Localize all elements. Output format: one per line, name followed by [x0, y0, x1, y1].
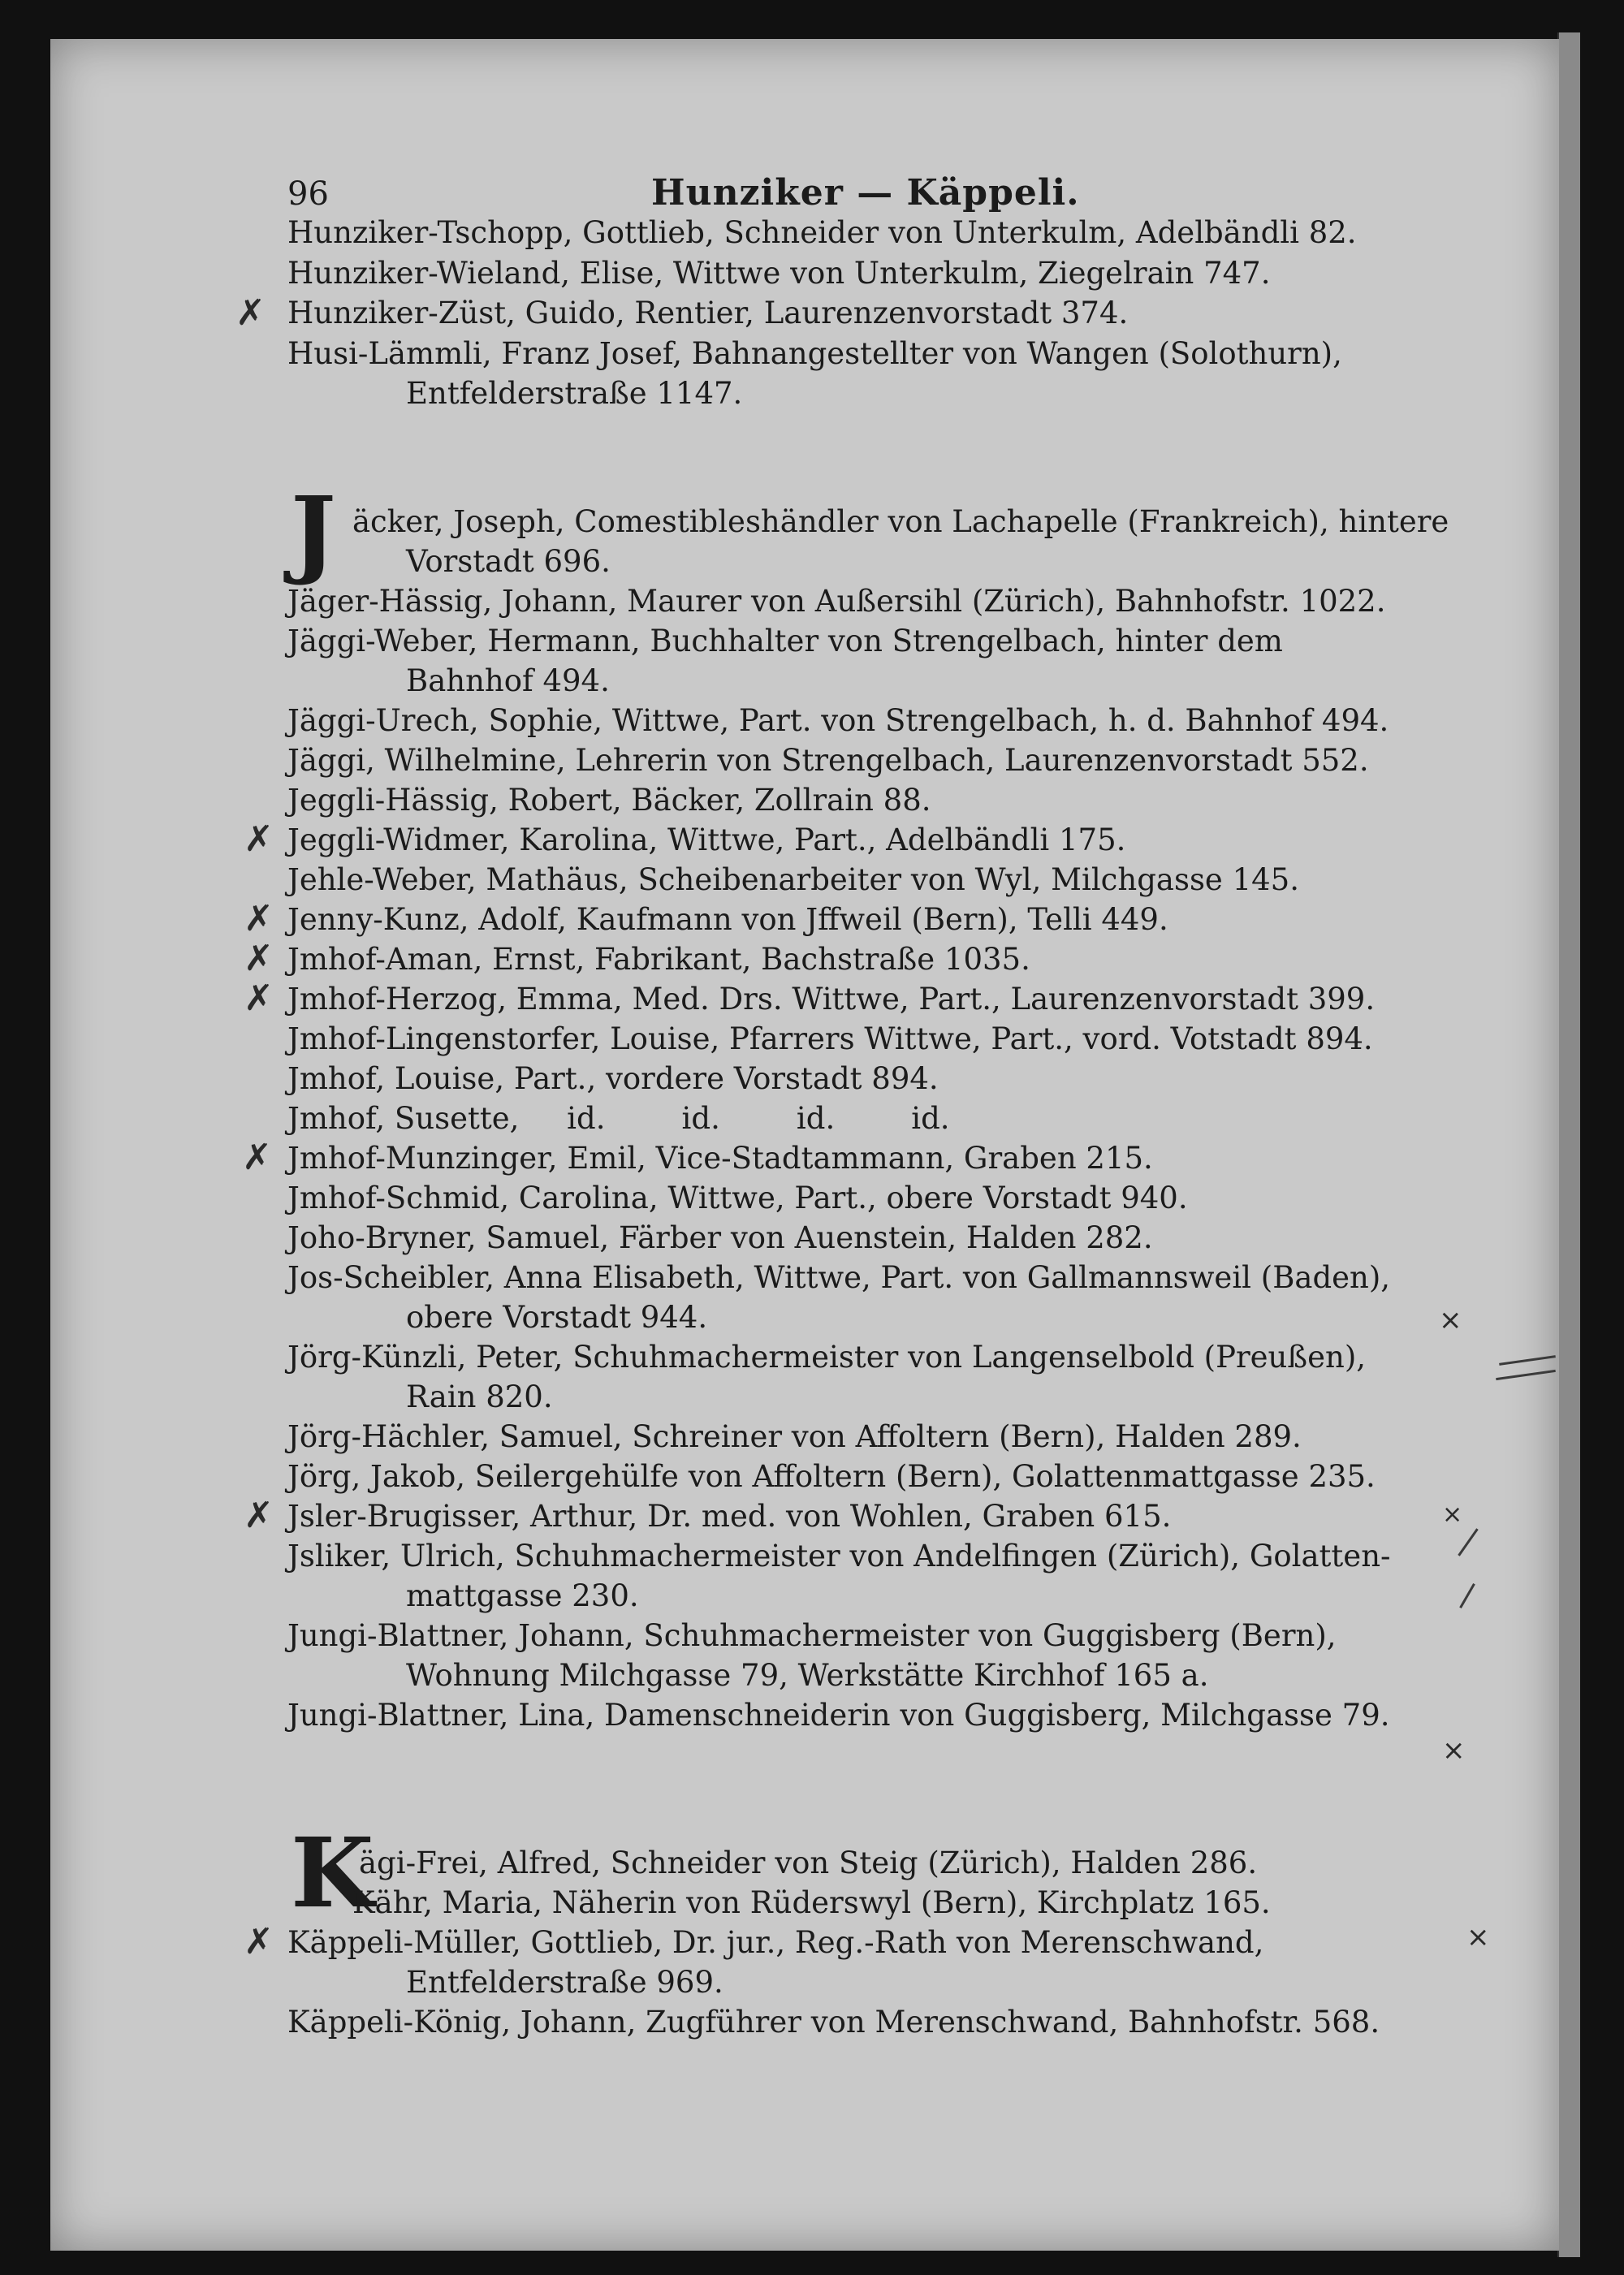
list-item: Jäggi-Urech, Sophie, Wittwe, Part. von Strengelbach, h. d. Bahnhof 494.: [287, 703, 1389, 738]
list-item: Jungi-Blattner, Lina, Damenschneiderin von Guggisberg, Milchgasse 79.: [287, 1698, 1390, 1733]
list-item: Hunziker-Züst, Guido, Rentier, Laurenzenvorstadt 374.: [287, 296, 1129, 330]
list-item: Jmhof-Schmid, Carolina, Wittwe, Part., obere Vorstadt 940.: [287, 1181, 1188, 1215]
list-item: Jungi-Blattner, Johann, Schuhmachermeister von Guggisberg (Bern), Wohnung Milchgasse 79, Werkstätte Kirchhof 165 a.: [287, 1618, 1337, 1693]
pencil-cross-icon: ✗: [242, 1137, 272, 1178]
list-item: Jmhof, Susette, id. id. id. id.: [287, 1101, 950, 1136]
list-item: Jmhof, Louise, Part., vordere Vorstadt 894.: [287, 1061, 939, 1096]
pencil-cross-icon: ✗: [244, 1495, 274, 1536]
list-item: Jeggli-Widmer, Karolina, Wittwe, Part., Adelbändli 175.: [287, 822, 1126, 857]
page-number: 96: [287, 175, 329, 213]
pencil-cross-icon: ✗: [235, 292, 266, 334]
list-item: Jmhof-Aman, Ernst, Fabrikant, Bachstraße 1035.: [287, 942, 1030, 977]
pencil-cross-icon: ✗: [244, 898, 274, 939]
page-text: [50, 39, 1559, 2251]
book-page: [50, 39, 1559, 2251]
list-item: Jäggi, Wilhelmine, Lehrerin von Strengelbach, Laurenzenvorstadt 552.: [287, 743, 1369, 778]
list-item: Jäggi-Weber, Hermann, Buchhalter von Strengelbach, hinter dem Bahnhof 494.: [287, 624, 1283, 698]
list-item: äcker, Joseph, Comestibleshändler von Lachapelle (Frankreich), hintere: [352, 504, 1449, 539]
pencil-mark-icon: ×: [1439, 1304, 1462, 1336]
list-item: Jos-Scheibler, Anna Elisabeth, Wittwe, Part. von Gallmannsweil (Baden), obere Vorstadt 944.: [287, 1260, 1391, 1335]
list-item: Jmhof-Lingenstorfer, Louise, Pfarrers Wittwe, Part., vord. Votstadt 894.: [287, 1021, 1373, 1056]
list-item: Jörg-Künzli, Peter, Schuhmachermeister von Langenselbold (Preußen), Rain 820.: [287, 1340, 1367, 1414]
list-item: Jäger-Hässig, Johann, Maurer von Außersihl (Zürich), Bahnhofstr. 1022.: [287, 584, 1386, 619]
pencil-cross-icon: ✗: [244, 1921, 274, 1962]
running-head: Hunziker — Käppeli.: [651, 172, 1080, 214]
pencil-mark-icon: ×: [1442, 1500, 1463, 1529]
list-item: Kähr, Maria, Näherin von Rüderswyl (Bern), Kirchplatz 165.: [352, 1885, 1271, 1920]
drop-cap-j: J: [291, 475, 336, 588]
list-item: Jsler-Brugisser, Arthur, Dr. med. von Wohlen, Graben 615.: [287, 1499, 1172, 1534]
list-item: Käppeli-König, Johann, Zugführer von Merenschwand, Bahnhofstr. 568.: [287, 2005, 1380, 2040]
list-item: Jeggli-Hässig, Robert, Bäcker, Zollrain 88.: [287, 783, 931, 818]
list-item: Jsliker, Ulrich, Schuhmachermeister von Andelfingen (Zürich), Golatten- mattgasse 230.: [287, 1539, 1391, 1613]
pencil-stroke: [1499, 1355, 1556, 1366]
pencil-stroke: [1496, 1370, 1556, 1380]
pencil-mark-icon: ×: [1466, 1921, 1490, 1953]
pencil-cross-icon: ✗: [244, 938, 274, 979]
list-item: Jörg-Hächler, Samuel, Schreiner von Affoltern (Bern), Halden 289.: [287, 1419, 1302, 1454]
list-item-continuation: Vorstadt 696.: [406, 544, 611, 579]
list-item: Jörg, Jakob, Seilergehülfe von Affoltern (Bern), Golattenmattgasse 235.: [287, 1459, 1376, 1494]
list-item: Joho-Bryner, Samuel, Färber von Auenstein, Halden 282.: [287, 1220, 1153, 1255]
list-item: Hunziker-Wieland, Elise, Wittwe von Unterkulm, Ziegelrain 747.: [287, 256, 1271, 291]
pencil-mark-icon: ×: [1442, 1734, 1466, 1767]
book-spine: [1557, 32, 1580, 2257]
list-item: Käppeli-Müller, Gottlieb, Dr. jur., Reg.-Rath von Merenschwand, Entfelderstraße 969.: [287, 1925, 1264, 2000]
list-item: Jenny-Kunz, Adolf, Kaufmann von Jffweil (Bern), Telli 449.: [287, 902, 1168, 937]
list-item: Jmhof-Herzog, Emma, Med. Drs. Wittwe, Part., Laurenzenvorstadt 399.: [287, 982, 1376, 1017]
list-item: Jmhof-Munzinger, Emil, Vice-Stadtammann, Graben 215.: [287, 1141, 1153, 1176]
pencil-stroke: [1459, 1583, 1475, 1608]
list-item: ägi-Frei, Alfred, Schneider von Steig (Zürich), Halden 286.: [359, 1845, 1258, 1880]
pencil-cross-icon: ✗: [244, 978, 274, 1019]
list-item: Husi-Lämmli, Franz Josef, Bahnangestellter von Wangen (Solothurn), Entfelderstraße 1147.: [287, 336, 1342, 411]
pencil-cross-icon: ✗: [244, 818, 274, 860]
pencil-stroke: [1458, 1528, 1478, 1556]
list-item: Jehle-Weber, Mathäus, Scheibenarbeiter von Wyl, Milchgasse 145.: [287, 862, 1299, 897]
list-item: Hunziker-Tschopp, Gottlieb, Schneider von Unterkulm, Adelbändli 82.: [287, 215, 1357, 250]
drop-cap-k: K: [291, 1816, 374, 1929]
